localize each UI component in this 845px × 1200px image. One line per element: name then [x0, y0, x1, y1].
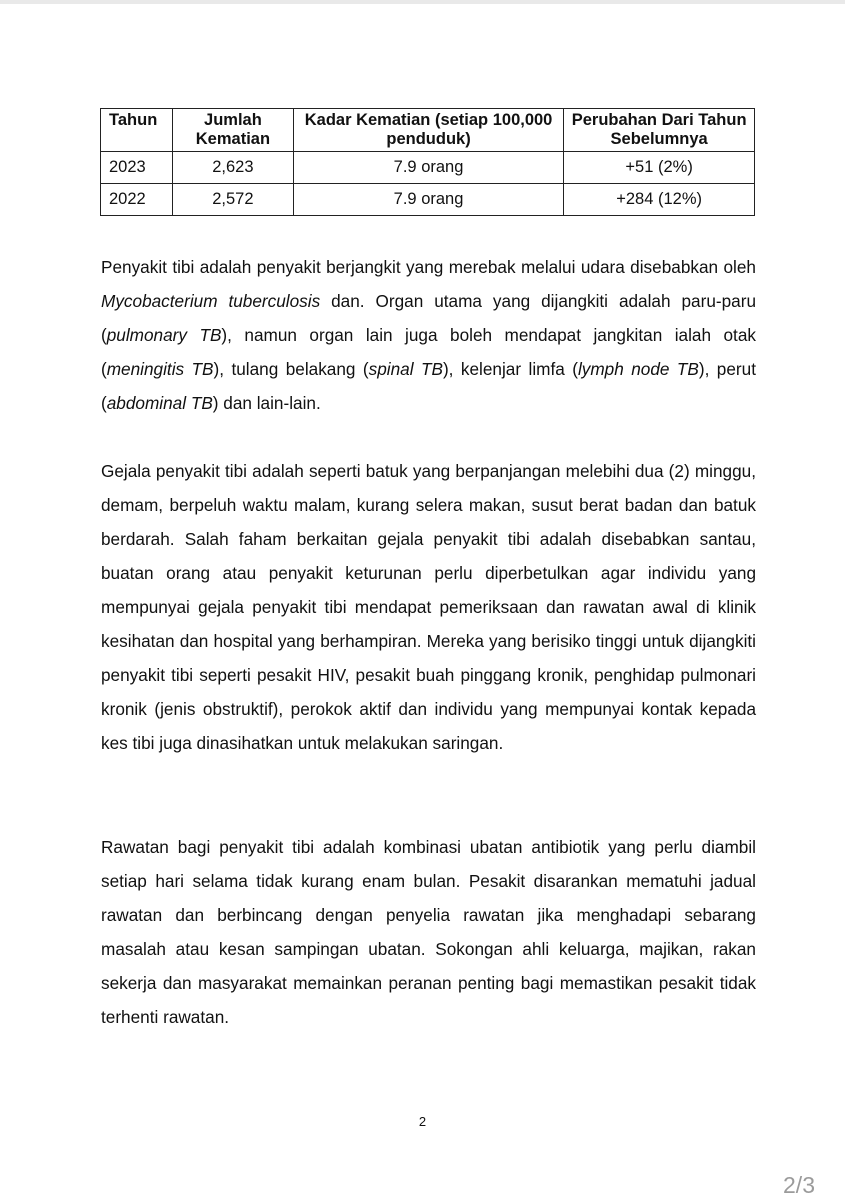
- table-header-row: [101, 109, 755, 152]
- paragraph-text: ), namun organ lain juga boleh mendapat jangkitan ialah otak (: [101, 325, 756, 379]
- cell-year: 2022: [101, 184, 173, 216]
- header-jumlah-kematian: Jumlah Kematian: [172, 109, 293, 152]
- italic-term: lymph node TB: [577, 359, 699, 379]
- italic-term: meningitis TB: [106, 359, 214, 379]
- document-page: [0, 4, 845, 1200]
- cell-deaths: 2,623: [172, 152, 293, 184]
- paragraph-definition: [101, 250, 756, 420]
- page-number: 2: [418, 1114, 427, 1129]
- paragraph-text: ), kelenjar limfa (: [442, 359, 578, 379]
- header-perubahan: Perubahan Dari Tahun Sebelumnya: [564, 109, 755, 152]
- cell-year: 2023: [101, 152, 173, 184]
- paragraph-treatment: Rawatan bagi penyakit tibi adalah kombinasi ubatan antibiotik yang perlu diambil setiap hari selama tidak kurang enam bulan. Pesakit disarankan mematuhi jadual rawatan dan berbincang dengan penyelia rawatan jika menghadapi sebarang masalah atau kesan sampingan ubatan. Sokongan ahli keluarga, majikan, rakan sekerja dan masyarakat memainkan peranan penting bagi memastikan pesakit tidak terhenti rawatan.: [101, 837, 756, 1027]
- cell-rate: 7.9 orang: [293, 184, 563, 216]
- header-tahun: Tahun: [101, 109, 173, 152]
- paragraph-text: dan. Organ utama yang dijangkiti adalah paru-paru (: [101, 291, 757, 345]
- paragraph-text: Penyakit tibi adalah penyakit berjangkit yang merebak melalui udara disebabkan oleh: [101, 257, 756, 277]
- table-row: [101, 184, 755, 216]
- italic-term: abdominal TB: [106, 393, 213, 413]
- cell-rate: 7.9 orang: [293, 152, 563, 184]
- cell-deaths: 2,572: [172, 184, 293, 216]
- italic-term: Mycobacterium tuberculosis: [101, 291, 321, 311]
- tb-deaths-table: [100, 108, 755, 216]
- paragraph-text: ), tulang belakang (: [213, 359, 369, 379]
- table-row: [101, 152, 755, 184]
- italic-term: pulmonary TB: [106, 325, 222, 345]
- header-kadar-kematian: Kadar Kematian (setiap 100,000 penduduk): [293, 109, 563, 152]
- cell-change: +51 (2%): [564, 152, 755, 184]
- paragraph-text: ), perut (: [101, 359, 756, 413]
- italic-term: spinal TB: [368, 359, 443, 379]
- paragraph-symptoms: Gejala penyakit tibi adalah seperti batuk yang berpanjangan melebihi dua (2) minggu, demam, berpeluh waktu malam, kurang selera makan, susut berat badan dan batuk berdarah. Salah faham berkaitan gejala penyakit tibi adalah disebabkan santau, buatan orang atau penyakit keturunan perlu diperbetulkan agar individu yang mempunyai gejala penyakit tibi mendapat pemeriksaan dan rawatan awal di klinik kesihatan dan hospital yang berhampiran. Mereka yang berisiko tinggi untuk dijangkiti penyakit tibi seperti pesakit HIV, pesakit buah pinggang kronik, penghidap pulmonari kronik (jenis obstruktif), perokok aktif dan individu yang mempunyai kontak kepada kes tibi juga dinasihatkan untuk melakukan saringan.: [101, 461, 756, 753]
- paragraph-text: ) dan lain-lain.: [212, 393, 321, 413]
- page-counter: 2/3: [783, 1172, 815, 1198]
- cell-change: +284 (12%): [564, 184, 755, 216]
